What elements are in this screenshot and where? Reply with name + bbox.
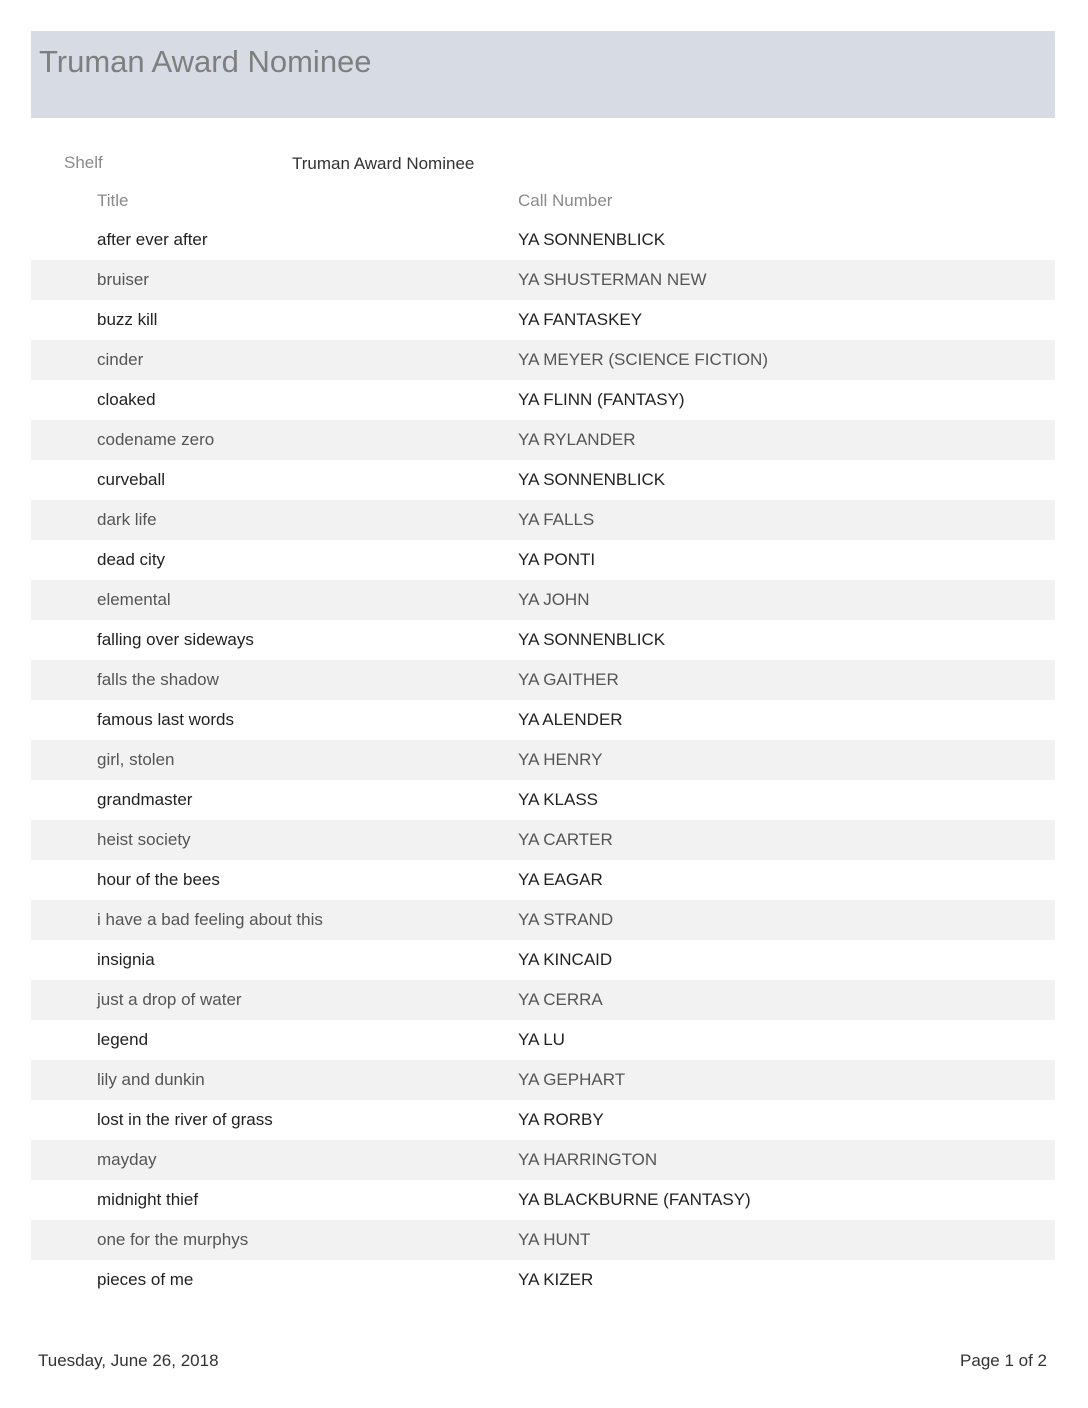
footer-page-number: Page 1 of 2 — [960, 1351, 1047, 1370]
book-title: falling over sideways — [97, 630, 254, 649]
book-title: famous last words — [97, 710, 234, 729]
book-title: just a drop of water — [97, 990, 242, 1009]
table-row — [31, 1020, 1055, 1060]
book-title: falls the shadow — [97, 670, 219, 689]
book-title: dark life — [97, 510, 157, 529]
book-title: lost in the river of grass — [97, 1110, 273, 1129]
book-title: lily and dunkin — [97, 1070, 205, 1089]
book-title: codename zero — [97, 430, 215, 449]
call-number: YA GEPHART — [518, 1070, 626, 1089]
table-row — [31, 900, 1055, 940]
call-number: YA SONNENBLICK — [518, 470, 666, 489]
call-number: YA KIZER — [518, 1270, 594, 1289]
book-title: buzz kill — [97, 310, 158, 329]
book-title: cloaked — [97, 390, 156, 409]
table-row — [31, 260, 1055, 300]
call-number: YA LU — [518, 1030, 565, 1049]
book-title: girl, stolen — [97, 750, 175, 769]
book-title: hour of the bees — [97, 870, 220, 889]
book-title: midnight thief — [97, 1190, 199, 1209]
table-row — [31, 1100, 1055, 1140]
call-number: YA SONNENBLICK — [518, 230, 666, 249]
call-number: YA BLACKBURNE (FANTASY) — [518, 1190, 751, 1209]
table-row — [31, 220, 1055, 260]
call-number: YA SHUSTERMAN NEW — [518, 270, 707, 289]
table-row — [31, 420, 1055, 460]
call-number: YA HUNT — [518, 1230, 591, 1249]
book-title: legend — [97, 1030, 149, 1049]
book-list — [31, 220, 1055, 1300]
table-row — [31, 1180, 1055, 1220]
call-number: YA STRAND — [518, 910, 614, 929]
book-title: grandmaster — [97, 790, 193, 809]
shelf-value: Truman Award Nominee — [292, 154, 475, 173]
book-title: bruiser — [97, 270, 149, 289]
table-row — [31, 1140, 1055, 1180]
table-row — [31, 860, 1055, 900]
book-title: i have a bad feeling about this — [97, 910, 323, 929]
call-number: YA SONNENBLICK — [518, 630, 666, 649]
report-title: Truman Award Nominee — [39, 44, 372, 79]
book-title: curveball — [97, 470, 166, 489]
call-number: YA KINCAID — [518, 950, 613, 969]
book-title: elemental — [97, 590, 171, 609]
table-row — [31, 540, 1055, 580]
table-row — [31, 660, 1055, 700]
call-number: YA PONTI — [518, 550, 596, 569]
table-row — [31, 1220, 1055, 1260]
book-title: after ever after — [97, 230, 208, 249]
table-row — [31, 460, 1055, 500]
table-row — [31, 940, 1055, 980]
book-title: heist society — [97, 830, 191, 849]
book-title: one for the murphys — [97, 1230, 249, 1249]
book-title: dead city — [97, 550, 166, 569]
table-row — [31, 340, 1055, 380]
call-number: YA ALENDER — [518, 710, 623, 729]
book-title: pieces of me — [97, 1270, 194, 1289]
table-row — [31, 700, 1055, 740]
book-title: insignia — [97, 950, 155, 969]
table-row — [31, 1060, 1055, 1100]
call-number: YA JOHN — [518, 590, 590, 609]
book-title: mayday — [97, 1150, 157, 1169]
shelf-label: Shelf — [64, 153, 103, 172]
call-number: YA RORBY — [518, 1110, 604, 1129]
table-row — [31, 580, 1055, 620]
column-header-call-number: Call Number — [518, 191, 613, 210]
table-row — [31, 1260, 1055, 1300]
call-number: YA FLINN (FANTASY) — [518, 390, 685, 409]
table-row — [31, 620, 1055, 660]
call-number: YA FANTASKEY — [518, 310, 643, 329]
footer-date: Tuesday, June 26, 2018 — [38, 1351, 219, 1370]
call-number: YA KLASS — [518, 790, 599, 809]
call-number: YA EAGAR — [518, 870, 603, 889]
call-number: YA MEYER (SCIENCE FICTION) — [518, 350, 768, 369]
table-row — [31, 740, 1055, 780]
table-row — [31, 380, 1055, 420]
call-number: YA RYLANDER — [518, 430, 636, 449]
call-number: YA HENRY — [518, 750, 603, 769]
table-row — [31, 780, 1055, 820]
table-row — [31, 500, 1055, 540]
call-number: YA HARRINGTON — [518, 1150, 658, 1169]
table-row — [31, 980, 1055, 1020]
call-number: YA GAITHER — [518, 670, 619, 689]
call-number: YA FALLS — [518, 510, 595, 529]
report-header — [31, 31, 1055, 118]
table-row — [31, 300, 1055, 340]
column-header-title: Title — [97, 191, 129, 210]
table-row — [31, 820, 1055, 860]
call-number: YA CARTER — [518, 830, 613, 849]
call-number: YA CERRA — [518, 990, 603, 1009]
book-title: cinder — [97, 350, 144, 369]
